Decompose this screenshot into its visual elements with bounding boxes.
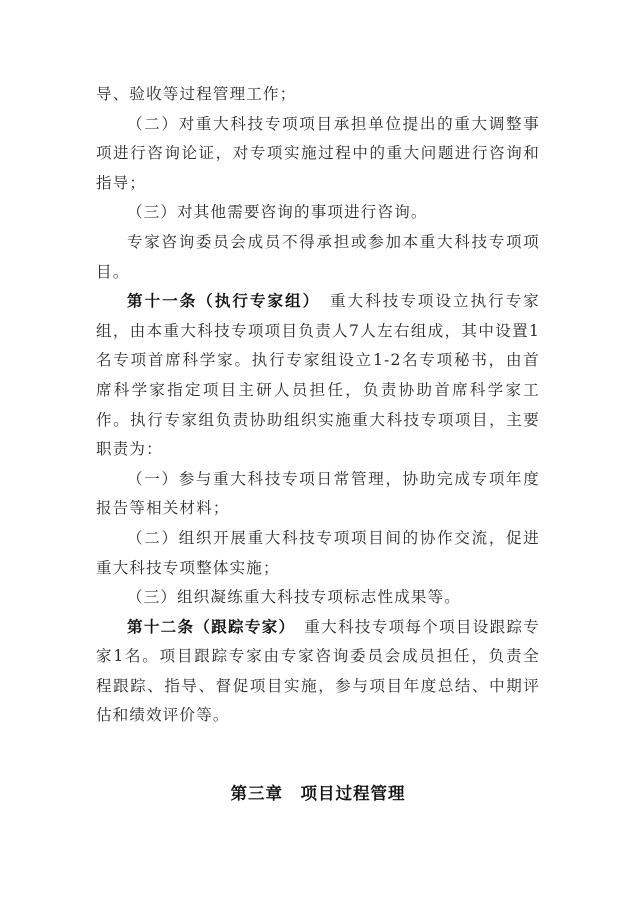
paragraph <box>96 465 540 524</box>
paragraph-text: 重大科技专项设立执行专家组，由本重大科技专项项目负责人7人左右组成，其中设置1名专项首席科学家。执行专家组设立1-2名专项秘书，由首席科学家指定项目主研人员担任，负责协助首席科学家工作。执行专家组负责协助组织实施重大科技专项项目，主要职责为： <box>96 292 541 459</box>
paragraph-text: 专家咨询委员会成员不得承担或参加本重大科技专项项目。 <box>96 232 540 281</box>
document-body <box>96 80 540 731</box>
paragraph <box>96 110 540 199</box>
paragraph <box>96 228 540 287</box>
paragraph <box>96 198 540 228</box>
paragraph-text: 导、验收等过程管理工作； <box>96 85 297 103</box>
chapter-title: 第三章 项目过程管理 <box>230 784 406 803</box>
article-eleven <box>96 287 540 465</box>
paragraph-text: （二）组织开展重大科技专项项目间的协作交流，促进重大科技专项整体实施； <box>96 528 540 577</box>
paragraph-text: （二）对重大科技专项项目承担单位提出的重大调整事项进行咨询论证，对专项实施过程中的重大问题进行咨询和指导； <box>96 114 540 192</box>
paragraph <box>96 80 540 110</box>
paragraph-text: （三）组织凝练重大科技专项标志性成果等。 <box>127 588 462 607</box>
paragraph-text: 重大科技专项每个项目设跟踪专家1名。项目跟踪专家由专家咨询委员会成员担任，负责全程跟踪、指导、督促项目实施，参与项目年度总结、中期评估和绩效评价等。 <box>96 617 540 725</box>
paragraph-text: （一）参与重大科技专项日常管理，协助完成专项年度报告等相关材料； <box>96 469 540 518</box>
article-heading: 第十二条（跟踪专家） <box>127 617 288 636</box>
article-twelve <box>96 613 540 731</box>
paragraph-text: （三）对其他需要咨询的事项进行咨询。 <box>127 203 428 222</box>
paragraph <box>96 524 540 583</box>
paragraph <box>96 583 540 613</box>
article-heading: 第十一条（执行专家组） <box>127 292 313 311</box>
